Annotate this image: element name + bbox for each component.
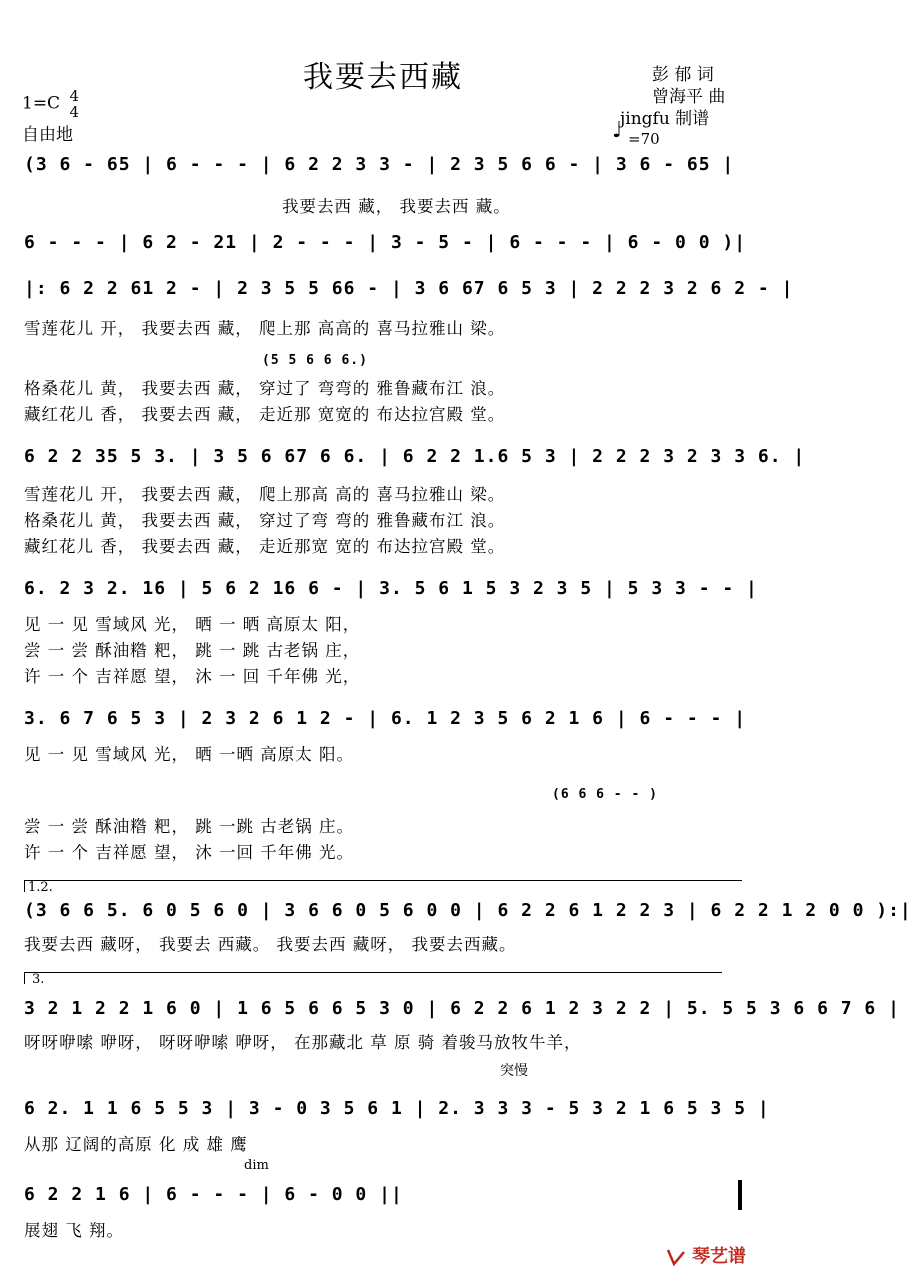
- lyric-verse2-b: 格桑花儿 黄， 我要去西 藏， 穿过了弯 弯的 雅鲁藏布江 浪。: [24, 511, 506, 530]
- lyric-verse2-c: 尝 一 尝 酥油糌 粑， 跳 一 跳 古老锅 庄，: [24, 641, 361, 660]
- lyric-coda-c: 展翅 飞 翔。: [24, 1221, 124, 1240]
- lyric-verse3-a: 藏红花儿 香， 我要去西 藏， 走近那 宽宽的 布达拉宫殿 堂。: [24, 405, 506, 424]
- ornament-figure-1: (5 5 6 6 6.): [262, 353, 368, 368]
- tempo-value: =70: [628, 130, 660, 148]
- logo-text: 琴艺谱: [692, 1246, 746, 1267]
- volta-1-edge: [24, 880, 25, 892]
- dim-mark: dim: [244, 1158, 269, 1173]
- final-barline: [738, 1180, 742, 1210]
- notation-system-5: 6. 2 3 2. 16 | 5 6 2 16 6 - | 3. 5 6 1 5 3 2 3 5 | 5 3 3 - - |: [24, 578, 758, 599]
- lyric-verse1-c: 见 一 见 雪域风 光， 晒 一 晒 高原太 阳，: [24, 615, 361, 634]
- notation-system-9: 6 2. 1 1 6 5 5 3 | 3 - 0 3 5 6 1 | 2. 3 3 3 - 5 3 2 1 6 5 3 5 |: [24, 1098, 770, 1119]
- lyric-verse3-c: 许 一 个 吉祥愿 望， 沐 一 回 千年佛 光，: [24, 667, 361, 686]
- lyric-refrain: 我要去西 藏呀， 我要去 西藏。 我要去西 藏呀， 我要去西藏。: [24, 935, 517, 954]
- notation-system-3: |: 6 2 2 61 2 - | 2 3 5 5 66 - | 3 6 67 6 5 3 | 2 2 2 3 2 6 2 - |: [24, 278, 794, 299]
- lyric-verse3-b: 藏红花儿 香， 我要去西 藏， 走近那宽 宽的 布达拉宫殿 堂。: [24, 537, 506, 556]
- key-signature: [22, 88, 79, 120]
- quarter-note-icon: ♩: [612, 118, 623, 143]
- lyric-intro: 我要去西 藏， 我要去西 藏。: [282, 197, 511, 216]
- lyric-verse1-b: 雪莲花儿 开， 我要去西 藏， 爬上那高 高的 喜马拉雅山 梁。: [24, 485, 506, 504]
- lyric-verse2-a: 格桑花儿 黄， 我要去西 藏， 穿过了 弯弯的 雅鲁藏布江 浪。: [24, 379, 506, 398]
- notation-system-4: 6 2 2 35 5 3. | 3 5 6 67 6 6. | 6 2 2 1.6 5 3 | 2 2 2 3 2 3 3 6. |: [24, 446, 806, 467]
- lyricist-credit: 彭 郁 词: [652, 65, 714, 85]
- composer-credit: 曾海平 曲: [652, 87, 726, 107]
- tempo-marking: 自由地: [22, 125, 73, 145]
- lyric-coda-b: 从那 辽阔的高原 化 成 雄 鹰: [24, 1135, 248, 1154]
- volta-3-label: 3.: [32, 972, 45, 987]
- notation-system-7: (3 6 6 5. 6 0 5 6 0 | 3 6 6 0 5 6 0 0 | 6 2 2 6 1 2 2 3 | 6 2 2 1 2 0 0 ):|: [24, 900, 912, 921]
- notation-system-8: 3 2 1 2 2 1 6 0 | 1 6 5 6 6 5 3 0 | 6 2 2 6 1 2 3 2 2 | 5. 5 5 3 6 6 7 6 |: [24, 998, 900, 1019]
- notation-system-6: 3. 6 7 6 5 3 | 2 3 2 6 1 2 - | 6. 1 2 3 5 6 2 1 6 | 6 - - - |: [24, 708, 747, 729]
- ornament-figure-2: (6 6 6 - - ): [552, 787, 658, 802]
- lyric-verse2-d: 尝 一 尝 酥油糌 粑， 跳 一跳 古老锅 庄。: [24, 817, 354, 836]
- volta-3-bracket: [24, 972, 722, 973]
- lyric-verse1-d: 见 一 见 雪域风 光， 晒 一晒 高原太 阳。: [24, 745, 354, 764]
- lyric-verse1-a: 雪莲花儿 开， 我要去西 藏， 爬上那 高高的 喜马拉雅山 梁。: [24, 319, 506, 338]
- sudden-slow-mark: 突慢: [500, 1063, 528, 1079]
- song-title: 我要去西藏: [303, 60, 463, 95]
- key-label: 1=C: [22, 93, 61, 114]
- time-signature: [69, 88, 79, 120]
- notation-system-10: 6 2 2 1 6 | 6 - - - | 6 - 0 0 ||: [24, 1184, 403, 1205]
- time-sig-top: 4: [69, 87, 80, 105]
- lyric-verse3-d: 许 一 个 吉祥愿 望， 沐 一回 千年佛 光。: [24, 843, 354, 862]
- site-logo: [666, 1242, 746, 1268]
- volta-3-edge: [24, 972, 25, 984]
- notation-system-1: (3 6 - 65 | 6 - - - | 6 2 2 3 3 - | 2 3 5 6 6 - | 3 6 - 65 |: [24, 154, 735, 175]
- notation-system-2: 6 - - - | 6 2 - 21 | 2 - - - | 3 - 5 - | 6 - - - | 6 - 0 0 )|: [24, 232, 747, 253]
- logo-icon: [666, 1248, 686, 1266]
- time-sig-bottom: 4: [69, 103, 80, 121]
- lyric-coda-a: 呀呀咿嗦 咿呀， 呀呀咿嗦 咿呀， 在那藏北 草 原 骑 着骏马放牧牛羊，: [24, 1033, 582, 1052]
- volta-1-label: 1.2.: [28, 880, 53, 895]
- arranger-credit: jingfu 制谱: [620, 109, 710, 129]
- volta-1-bracket: [24, 880, 742, 881]
